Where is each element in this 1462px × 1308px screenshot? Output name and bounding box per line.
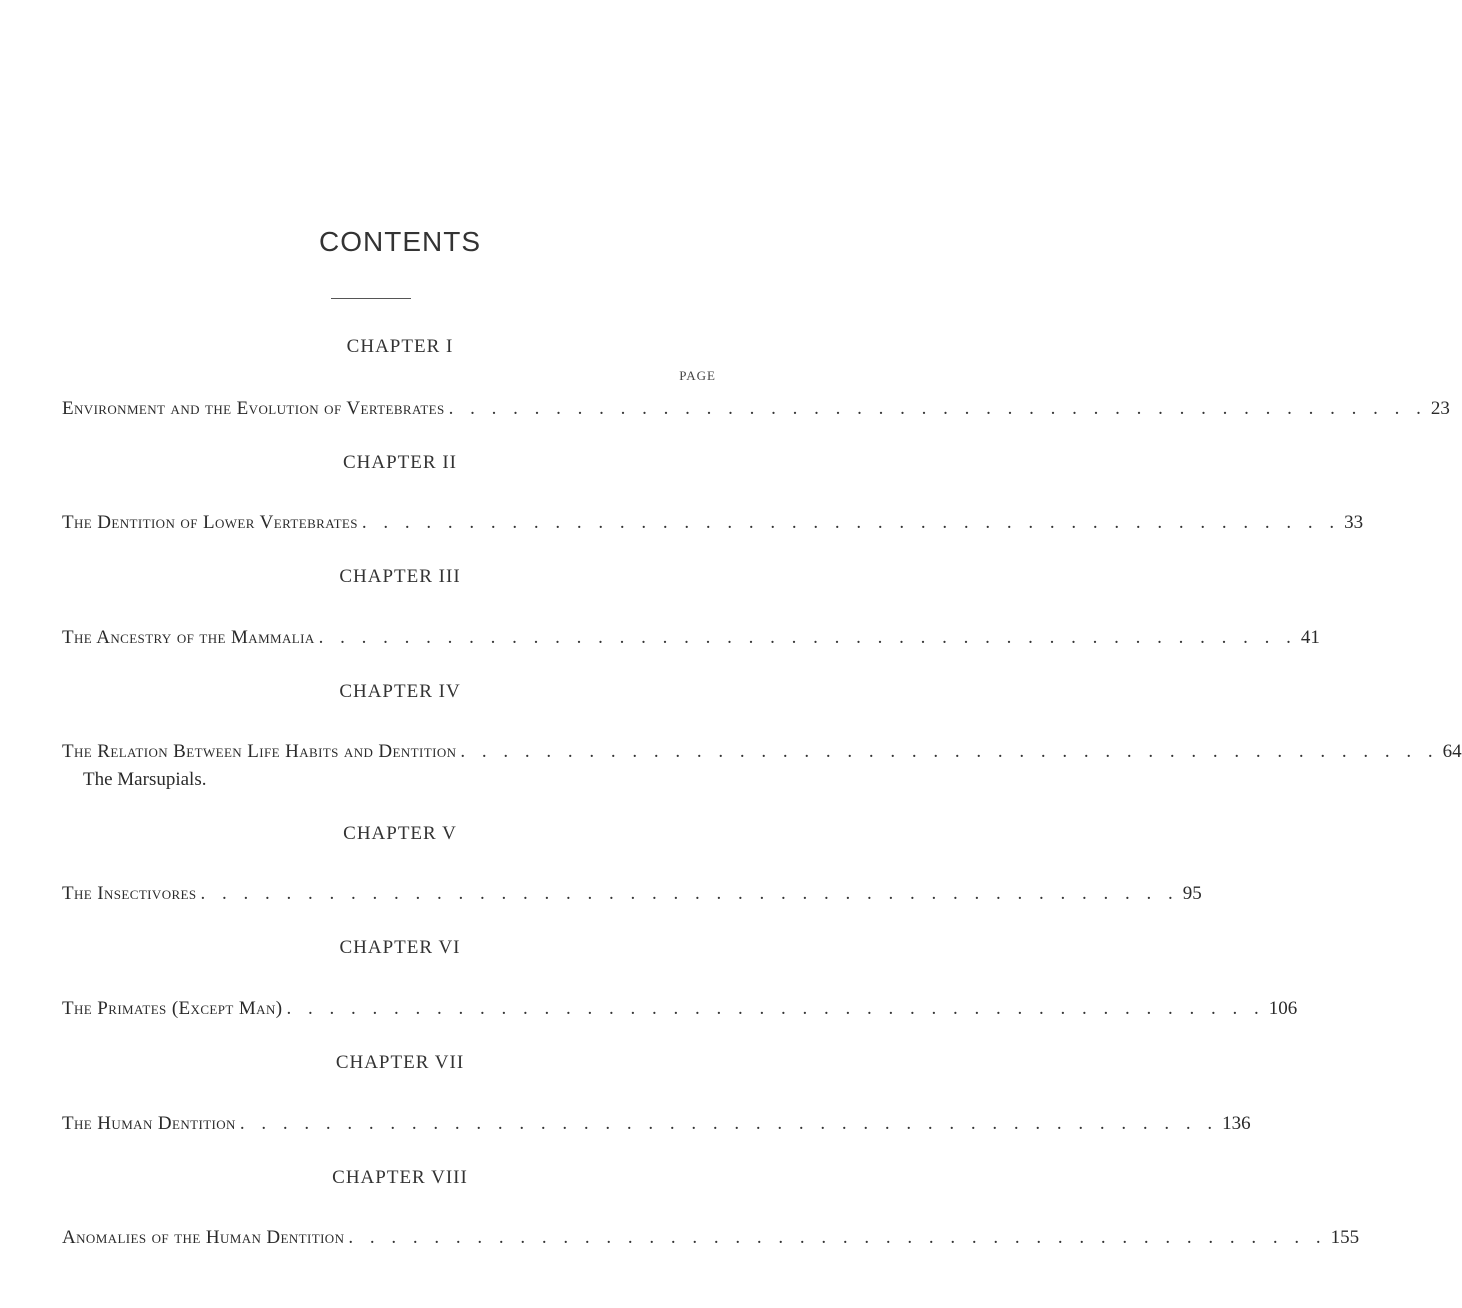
dot-leader: . . . . . . . . . . . . . . . . . . . . . . . . . . . . . . . . . . . . . . . . . . . . . . (286, 998, 1265, 1019)
toc-subtitle: The Marsupials. (83, 769, 207, 790)
toc-entry-title: The Relation Between Life Habits and Dentition (62, 741, 457, 762)
toc-entry-title: The Insectivores (62, 883, 197, 904)
chapter-heading: CHAPTER I (346, 336, 454, 357)
toc-entry-page: 106 (1268, 998, 1298, 1019)
toc-entry-page: 41 (1300, 627, 1320, 648)
dot-leader: . . . . . . . . . . . . . . . . . . . . . . . . . . . . . . . . . . . . . . . . . . . . . . (448, 398, 1427, 419)
dot-leader: . . . . . . . . . . . . . . . . . . . . . . . . . . . . . . . . . . . . . . . . . . . . . . (239, 1113, 1219, 1134)
dot-leader: . . . . . . . . . . . . . . . . . . . . . . . . . . . . . . . . . . . . . . . . . . . . . . (318, 627, 1297, 648)
toc-entry-title: The Ancestry of the Mammalia (62, 627, 315, 648)
chapter-heading: CHAPTER V (343, 823, 457, 844)
chapter-heading: CHAPTER III (339, 566, 461, 587)
toc-entry-title: Anomalies of the Human Dentition (62, 1227, 345, 1248)
page-title: CONTENTS (319, 226, 481, 257)
toc-entry[interactable] (62, 627, 1320, 651)
toc-entry-title: Environment and the Evolution of Vertebrates (62, 398, 445, 419)
toc-entry-page: 64 (1442, 741, 1462, 762)
dot-leader: . . . . . . . . . . . . . . . . . . . . . . . . . . . . . . . . . . . . . . . . . . . . . . (361, 512, 1341, 533)
dot-leader: . . . . . . . . . . . . . . . . . . . . . . . . . . . . . . . . . . . . . . . . . . . . . . (348, 1227, 1327, 1248)
chapter-heading: CHAPTER VI (339, 937, 461, 958)
toc-entry[interactable] (62, 1227, 1360, 1251)
title-divider (331, 298, 411, 299)
toc-entry-page: 136 (1222, 1113, 1251, 1134)
toc-entry-title: The Human Dentition (62, 1113, 236, 1134)
dot-leader: . . . . . . . . . . . . . . . . . . . . . . . . . . . . . . . . . . . . . . . . . . . . . . (200, 883, 1179, 904)
toc-entry-page: 95 (1182, 883, 1202, 904)
toc-entry-title: The Dentition of Lower Vertebrates (62, 512, 358, 533)
chapter-heading: CHAPTER IV (339, 681, 461, 702)
toc-entry-title: The Primates (Except Man) (62, 998, 283, 1019)
toc-entry-page: 155 (1330, 1227, 1360, 1248)
chapter-heading: CHAPTER VIII (332, 1167, 468, 1188)
toc-entry[interactable] (62, 1113, 1251, 1137)
toc-entry[interactable] (62, 883, 1202, 907)
toc-entry-page: 23 (1430, 398, 1450, 419)
toc-entry[interactable] (62, 741, 1462, 765)
toc-entry[interactable] (62, 998, 1298, 1022)
dot-leader: . . . . . . . . . . . . . . . . . . . . . . . . . . . . . . . . . . . . . . . . . . . . . . (460, 741, 1439, 762)
toc-entry-page: 33 (1344, 512, 1364, 533)
toc-entry[interactable] (62, 398, 1450, 422)
chapter-heading: CHAPTER VII (335, 1052, 465, 1073)
chapter-heading: CHAPTER II (343, 452, 457, 473)
toc-entry[interactable] (62, 512, 1364, 536)
page-column-label: PAGE (679, 368, 716, 383)
